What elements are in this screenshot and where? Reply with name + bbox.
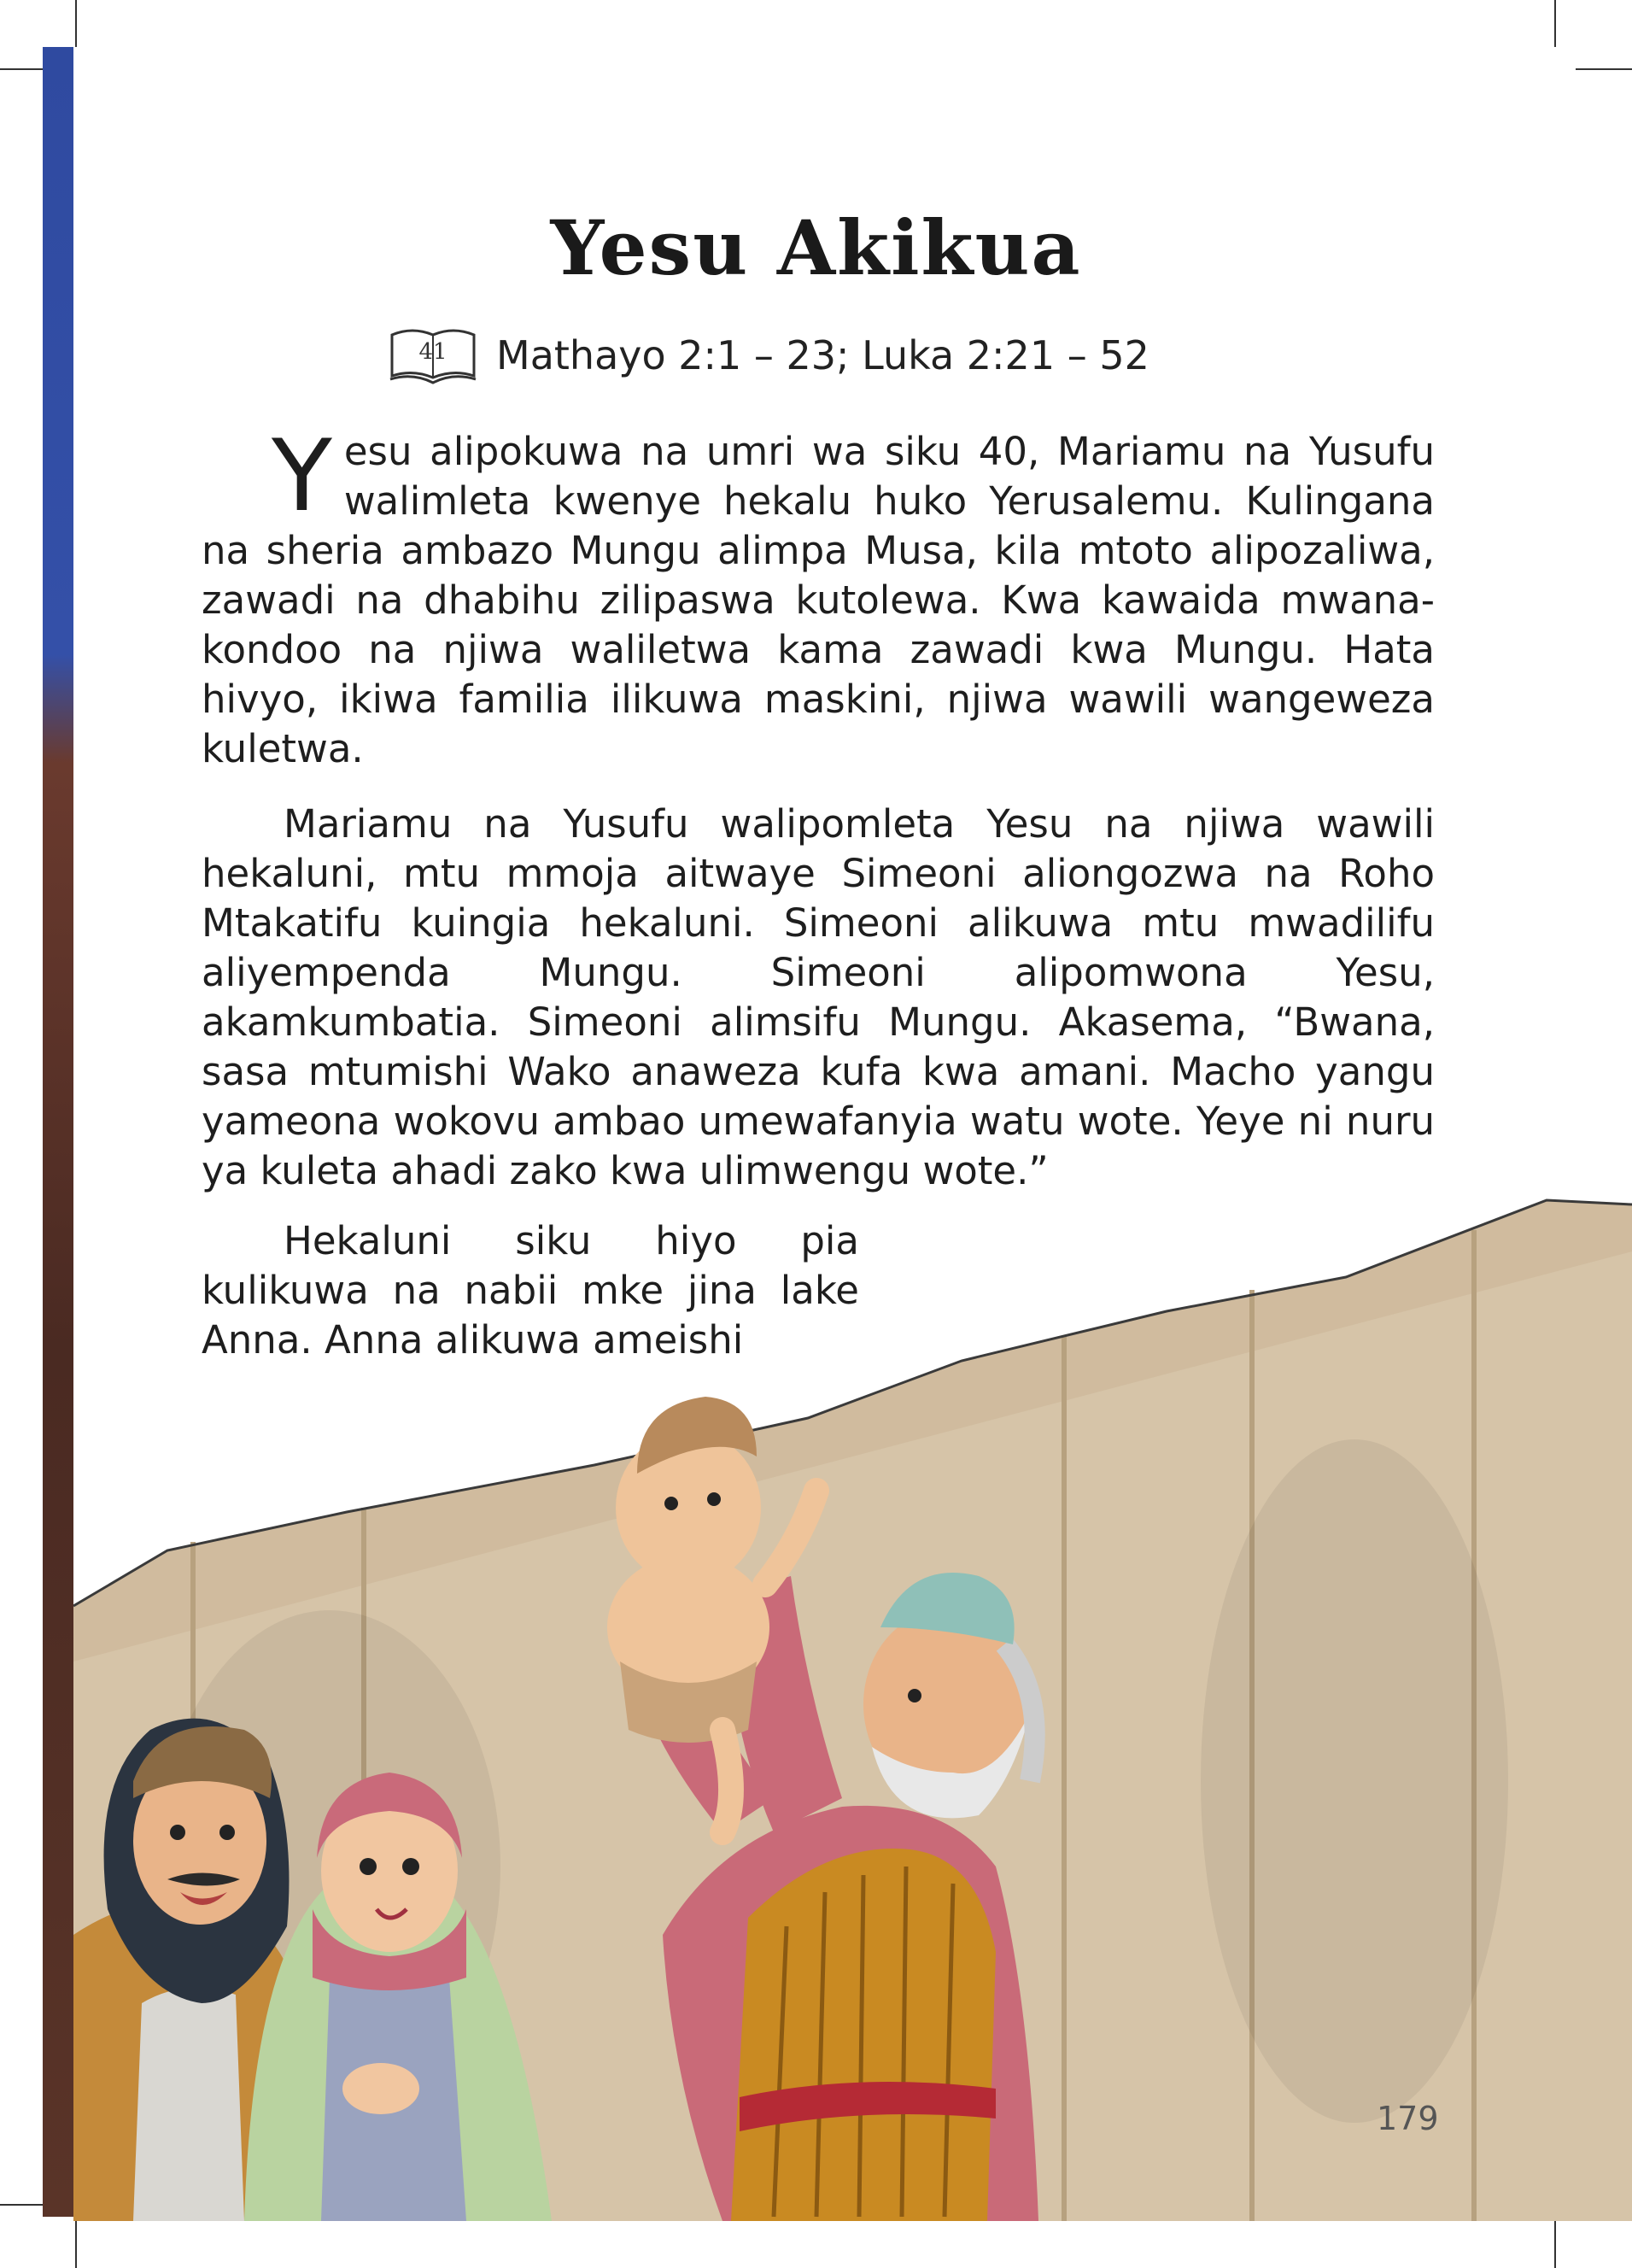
page-number: 179 <box>1377 2100 1439 2137</box>
scripture-reference <box>389 323 1149 388</box>
chapter-number: 41 <box>418 339 447 365</box>
paragraph-2: Mariamu na Yusufu walipomleta Yesu na njiwa wawili hekaluni, mtu mmoja aitwaye Simeoni aliongozwa na Roho Mtakatifu kuingia hekaluni. Simeoni alikuwa mtu mwadilifu aliyempenda Mungu. Simeoni alipomwona Yesu, akamkumbatia. Simeoni alimsifu Mungu. Akasema, “Bwana, sasa mtumishi Wako anaweza kufa kwa amani. Macho yangu yameona wokovu ambao umewafanyia watu wote. Yeye ni nuru ya kuleta ahadi zako kwa ulimwengu wote.” <box>202 801 1435 1193</box>
crop-mark <box>1554 0 1556 47</box>
crop-mark <box>1576 68 1632 70</box>
reference-text: Mathayo 2:1 – 23; Luka 2:21 – 52 <box>496 332 1149 378</box>
crop-mark <box>75 2221 77 2268</box>
page-title: Yesu Akikua <box>550 203 1082 292</box>
drop-cap: Y <box>272 419 332 534</box>
paragraph-1-text: esu alipokuwa na umri wa siku 40, Mariamu na Yusufu walimleta kwenye hekalu huko Yerusalemu. Kulingana na sheria ambazo Mungu alimpa Musa, kila mtoto alipozaliwa, zawadi na dhabihu zilipaswa kutolewa. Kwa kawaida mwana-kondoo na njiwa waliletwa kama zawadi kwa Mungu. Hata hivyo, ikiwa familia ilikuwa maskini, njiwa wawili wangeweza kuletwa. <box>202 429 1435 771</box>
crop-mark <box>1554 2221 1556 2268</box>
paragraph-3: Hekaluni siku hiyo pia kulikuwa na nabii mke jina lake Anna. Anna alikuwa ameishi <box>202 1218 859 1363</box>
crop-mark <box>75 0 77 47</box>
paragraph-1 <box>202 419 1435 774</box>
open-book-icon <box>389 323 477 388</box>
book-spine <box>43 47 73 2217</box>
